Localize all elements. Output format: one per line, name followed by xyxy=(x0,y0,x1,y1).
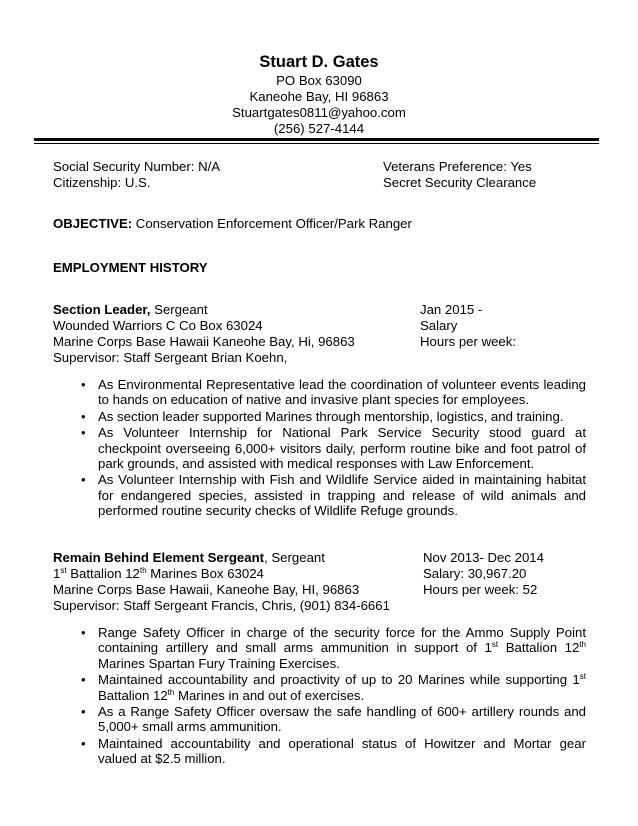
job2-hours: Hours per week: 52 xyxy=(423,582,538,597)
job2-duty-text: Marines in and out of exercises. xyxy=(174,687,365,703)
job1-duties xyxy=(58,377,586,519)
address-line-1: PO Box 63090 xyxy=(276,73,362,88)
job2-duty-text: Maintained accountability and proactivity of up to 20 Marines while supporting 1 xyxy=(98,672,580,688)
header-rule-thin xyxy=(34,143,599,144)
header-rule-thick xyxy=(34,138,599,141)
job1-title: Section Leader, xyxy=(53,302,151,317)
objective-text: Conservation Enforcement Officer/Park Ranger xyxy=(132,216,412,231)
job2-duty xyxy=(58,625,586,671)
citizenship-line: Citizenship: U.S. xyxy=(53,175,151,190)
job2-duty: • Maintained accountability and operational status of Howitzer and Mortar gear valued at $2.5 million. xyxy=(58,736,586,767)
job1-title-line xyxy=(53,302,208,318)
job2-unit-part: 1 xyxy=(53,566,61,581)
address-line-2: Kaneohe Bay, HI 96863 xyxy=(249,89,389,104)
job1-duty: • As Volunteer Internship with Fish and Wildlife Service aided in maintaining habitat for endangered species, assisted in trapping and release of wild animals and performed routine security checks of Wildlife Refuge grounds. xyxy=(58,472,586,518)
job2-duty-sup: th xyxy=(579,640,586,650)
applicant-name: Stuart D. Gates xyxy=(259,53,379,71)
job2-duty: • As a Range Safety Officer oversaw the safe handling of 600+ artillery rounds and 5,000+ small arms ammunition. xyxy=(58,704,586,735)
job1-hours: Hours per week: xyxy=(420,334,517,349)
job2-rank: , Sergeant xyxy=(264,550,325,565)
job2-duty-sup: th xyxy=(167,687,175,697)
employment-history-heading: EMPLOYMENT HISTORY xyxy=(53,260,208,275)
job1-supervisor: Supervisor: Staff Sergeant Brian Koehn, xyxy=(53,350,288,365)
job1-duty: • As Volunteer Internship for National Park Service Security stood guard at checkpoint overseeing 6,000+ visitors daily, perform routine bike and foot patrol of park grounds, and assisted with medical responses with Law Enforcement. xyxy=(58,425,586,471)
job2-duty-text: Battalion 12 xyxy=(498,640,580,656)
job2-unit-sup: th xyxy=(139,566,147,575)
job2-supervisor: Supervisor: Staff Sergeant Francis, Chris, (901) 834-6661 xyxy=(53,598,390,613)
job1-duty: • As section leader supported Marines through mentorship, logistics, and training. xyxy=(58,409,586,424)
objective-label: OBJECTIVE: xyxy=(53,216,133,231)
job1-dates: Jan 2015 - xyxy=(420,302,483,317)
job1-rank: Sergeant xyxy=(150,302,208,317)
job2-duties xyxy=(58,625,586,767)
job2-dates: Nov 2013- Dec 2014 xyxy=(423,550,544,565)
phone: (256) 527-4144 xyxy=(273,121,365,136)
job2-location: Marine Corps Base Hawaii, Kaneohe Bay, HI, 96863 xyxy=(53,582,360,597)
veterans-preference: Veterans Preference: Yes xyxy=(383,159,532,174)
job1-unit: Wounded Warriors C Co Box 63024 xyxy=(53,318,263,333)
job2-unit-sup: st xyxy=(60,566,67,575)
job2-duty xyxy=(58,672,586,703)
job1-location: Marine Corps Base Hawaii Kaneohe Bay, Hi, 96863 xyxy=(53,334,355,349)
job2-title-line xyxy=(53,550,325,566)
job1-salary: Salary xyxy=(420,318,458,333)
job2-duty-text: Marines Spartan Fury Training Exercises. xyxy=(98,655,340,671)
job2-duty-text: Battalion 12 xyxy=(98,687,168,703)
job2-unit-part: Battalion 12 xyxy=(66,566,140,581)
security-clearance: Secret Security Clearance xyxy=(383,175,537,190)
objective-line xyxy=(53,216,412,232)
ssn-line: Social Security Number: N/A xyxy=(53,159,221,174)
job2-duty-text: Range Safety Officer in charge of the security force for the Ammo Supply Point containing artillery and small arms ammunition in support of 1 xyxy=(98,625,586,656)
email: Stuartgates0811@yahoo.com xyxy=(232,105,406,120)
job2-duty-sup: st xyxy=(579,672,586,682)
job1-duty: • As Environmental Representative lead the coordination of volunteer events leading to hands on education of native and invasive plant species for employees. xyxy=(58,377,586,408)
job2-unit-part: Marines Box 63024 xyxy=(146,566,264,581)
job2-salary: Salary: 30,967.20 xyxy=(423,566,527,581)
job2-unit xyxy=(53,566,264,582)
job2-duty-sup: st xyxy=(491,640,499,650)
job2-title: Remain Behind Element Sergeant xyxy=(53,550,265,565)
